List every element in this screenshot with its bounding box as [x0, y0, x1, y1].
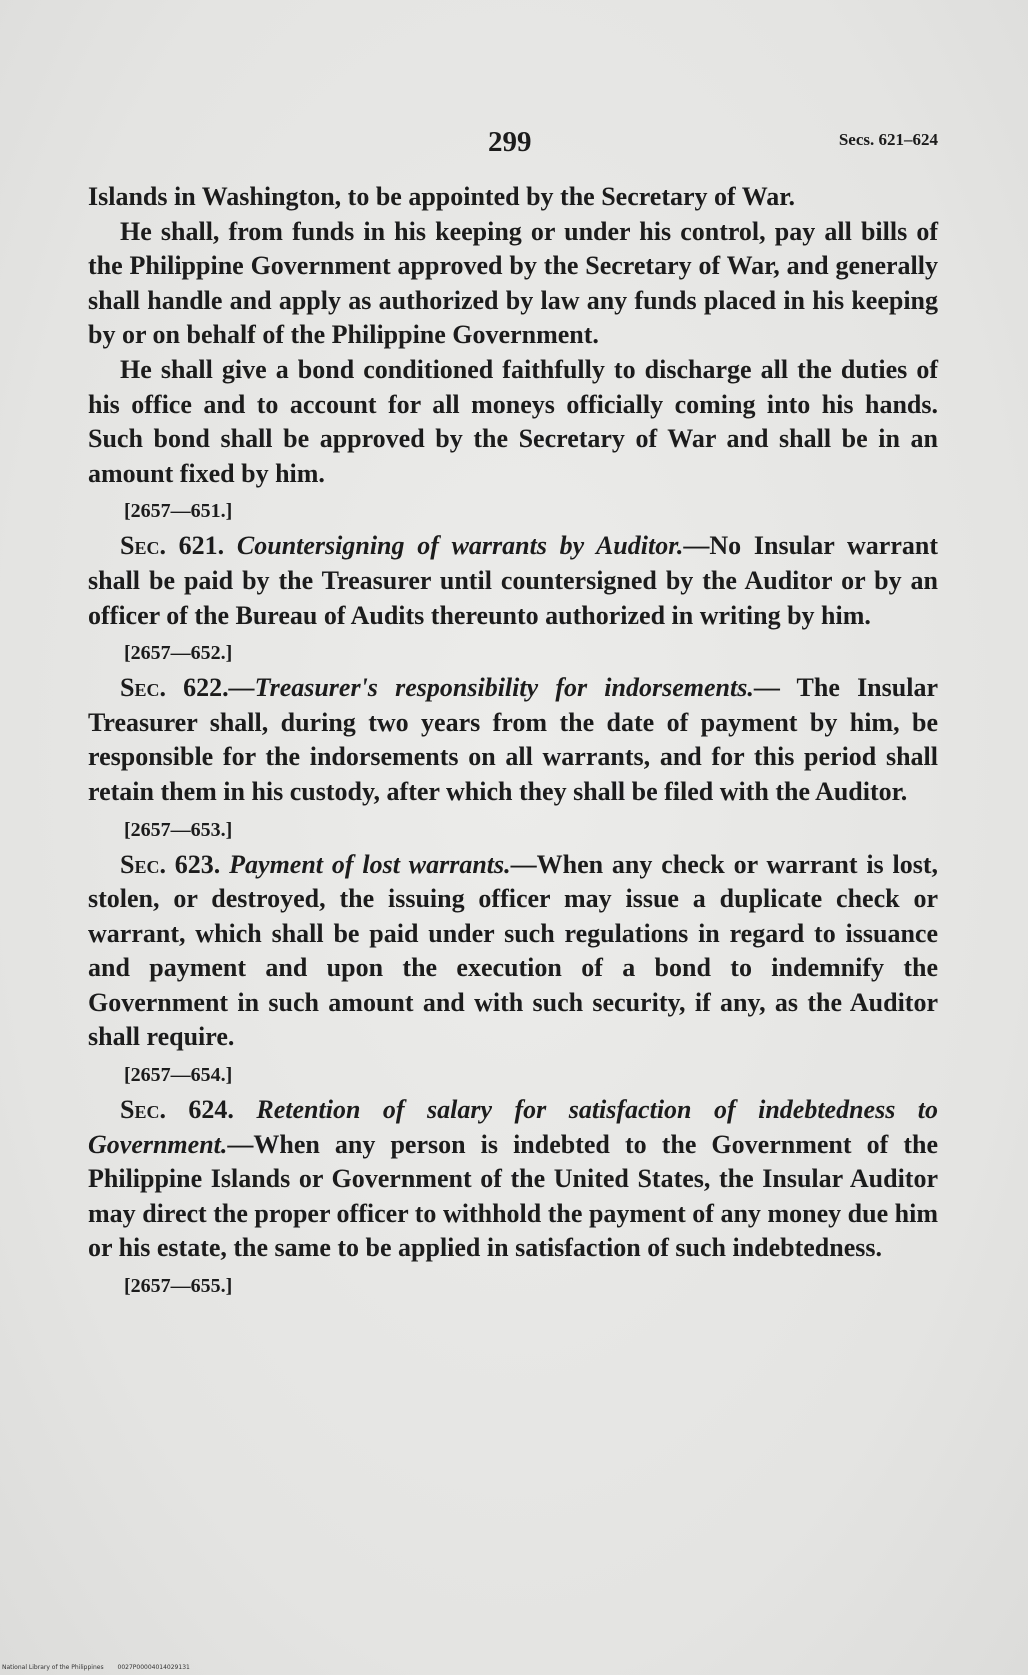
citation-ref: [2657—651.]: [124, 500, 233, 523]
section-title: —Treasurer's responsibility for indorsements.: [228, 673, 754, 703]
section-label: Sec. 622.: [120, 673, 229, 703]
citation-ref: [2657—655.]: [124, 1275, 233, 1298]
section-623: [88, 848, 938, 1056]
paragraph-payments: He shall, from funds in his keeping or under his control, pay all bills of the Philippine Government approved by the Secretary of War, and generally shall handle and apply as authorized by law any funds placed in his keeping by or on behalf of the Philippine Government.: [88, 216, 938, 350]
section-title: Countersigning of warrants by Auditor.: [236, 531, 684, 561]
citation-ref: [2657—654.]: [124, 1064, 233, 1087]
citation-ref: [2657—653.]: [124, 818, 233, 841]
section-title: Payment of lost warrants.: [229, 849, 511, 879]
section-text: —When any person is indebted to the Government of the Philippine Islands or Government of the United States, the Insular Auditor may direct the proper officer to withhold the payment of any money due him or his estate, the same to be applied in satisfaction of such indebtedness.: [88, 1129, 938, 1263]
section-text: — The Insular Treasurer shall, during two years from the date of payment by him, be responsible for the indorsements on all warrants, and for this period shall retain them in his custody, after which they shall be filed with the Auditor.: [88, 673, 938, 806]
running-head: Secs. 621–624: [838, 130, 938, 149]
section-title: Retention of salary for satisfaction of indebtedness to Government.: [88, 1095, 939, 1159]
paragraph-continuation: Islands in Washington, to be appointed by the Secretary of War.: [88, 182, 795, 211]
footer-library: National Library of the Philippines: [2, 1664, 104, 1671]
section-621: [88, 529, 938, 633]
footer-id: 0027P00004014029131: [117, 1664, 190, 1671]
section-622: [88, 671, 938, 809]
scan-footer: [2, 1664, 202, 1671]
section-624: [88, 1093, 938, 1266]
section-text: —No Insular warrant shall be paid by the Treasurer until countersigned by the Auditor or by an officer of the Bureau of Audits thereunto authorized in writing by him.: [88, 531, 939, 630]
page-body: [88, 180, 938, 1304]
section-label: Sec. 623.: [120, 849, 221, 879]
paragraph-bond: He shall give a bond conditioned faithfully to discharge all the duties of his office and to account for all moneys officially coming into his hands. Such bond shall be approved by the Secretary of War and shall be in an amount fixed by him.: [88, 354, 938, 488]
section-text: —When any check or warrant is lost, stolen, or destroyed, the issuing officer may issue a duplicate check or warrant, which shall be paid under such regulations in regard to issuance and payment and upon the execution of a bond to indemnify the Government in such amount and with such security, if any, as the Auditor shall require.: [88, 849, 938, 1052]
page-number: 299: [488, 126, 532, 158]
section-label: Sec. 624.: [120, 1095, 234, 1125]
citation-ref: [2657—652.]: [124, 642, 233, 665]
page-header: [88, 126, 938, 166]
section-label: Sec. 621.: [120, 531, 225, 561]
